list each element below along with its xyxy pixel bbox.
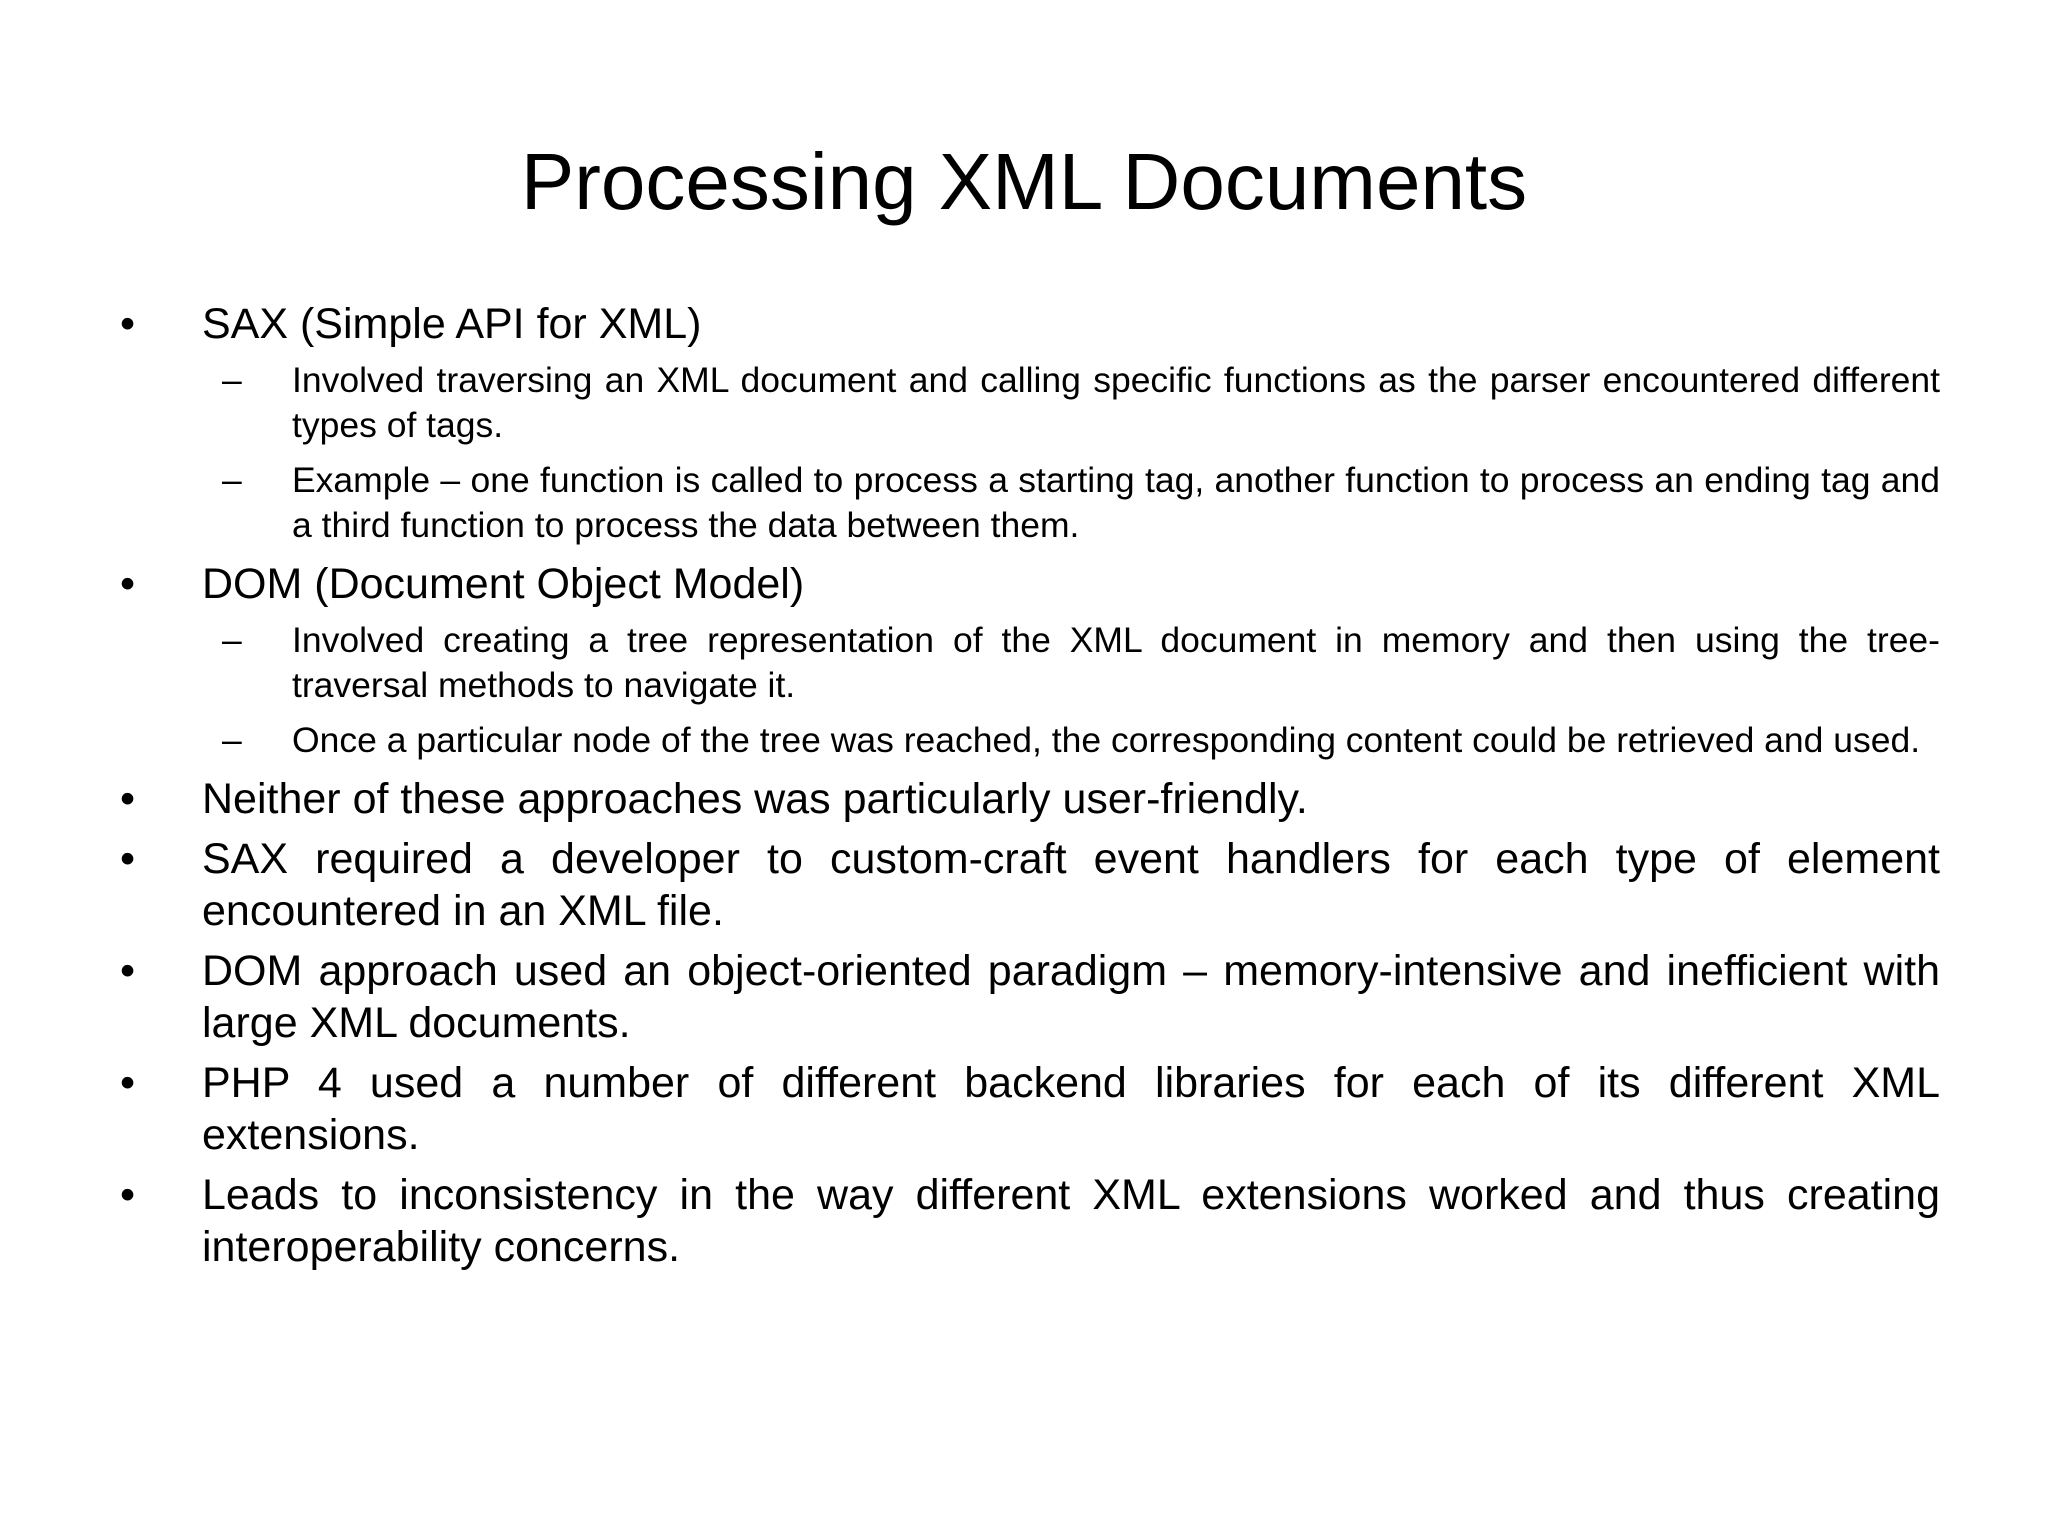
bullet-item	[120, 1057, 1940, 1161]
bullet-list	[120, 298, 1940, 1281]
slide-title: Processing XML Documents	[520, 137, 1528, 226]
bullet-text: Leads to inconsistency in the way different XML extensions worked and thus creating interoperability concerns.	[202, 1171, 1940, 1271]
bullet-text: PHP 4 used a number of different backend libraries for each of its different XML extensions.	[202, 1059, 1940, 1159]
bullet-marker: •	[120, 300, 136, 348]
sub-bullet-item	[120, 718, 1940, 763]
bullet-marker: •	[120, 1171, 136, 1219]
bullet-text: SAX (Simple API for XML)	[202, 300, 702, 348]
bullet-marker: •	[120, 1059, 136, 1107]
bullet-item	[120, 773, 1940, 825]
bullet-marker: •	[120, 560, 136, 608]
bullet-text: SAX required a developer to custom-craft event handlers for each type of element encountered in an XML file.	[202, 835, 1940, 935]
sub-bullet-list	[120, 358, 1940, 548]
sub-bullet-item	[120, 358, 1940, 448]
bullet-item	[120, 558, 1940, 610]
sub-bullet-marker: –	[222, 720, 242, 760]
sub-bullet-text: Example – one function is called to process a starting tag, another function to process an ending tag and a third function to process the data between them.	[292, 460, 1940, 545]
bullet-text: DOM (Document Object Model)	[202, 560, 805, 608]
sub-bullet-marker: –	[222, 360, 242, 400]
bullet-item	[120, 1169, 1940, 1273]
sub-bullet-text: Once a particular node of the tree was reached, the corresponding content could be retrieved and used.	[292, 720, 1921, 760]
sub-bullet-text: Involved creating a tree representation of the XML document in memory and then using the tree-traversal methods to navigate it.	[292, 620, 1940, 705]
sub-bullet-item	[120, 618, 1940, 708]
bullet-marker: •	[120, 947, 136, 995]
sub-bullet-item	[120, 458, 1940, 548]
bullet-marker: •	[120, 775, 136, 823]
bullet-text: DOM approach used an object-oriented paradigm – memory-intensive and inefficient with large XML documents.	[202, 947, 1940, 1047]
bullet-text: Neither of these approaches was particularly user-friendly.	[202, 775, 1308, 823]
sub-bullet-list	[120, 618, 1940, 763]
bullet-item	[120, 833, 1940, 937]
sub-bullet-text: Involved traversing an XML document and calling specific functions as the parser encountered different types of tags.	[292, 360, 1940, 445]
bullet-item	[120, 945, 1940, 1049]
bullet-marker: •	[120, 835, 136, 883]
sub-bullet-marker: –	[222, 460, 242, 500]
sub-bullet-marker: –	[222, 620, 242, 660]
bullet-item	[120, 298, 1940, 350]
